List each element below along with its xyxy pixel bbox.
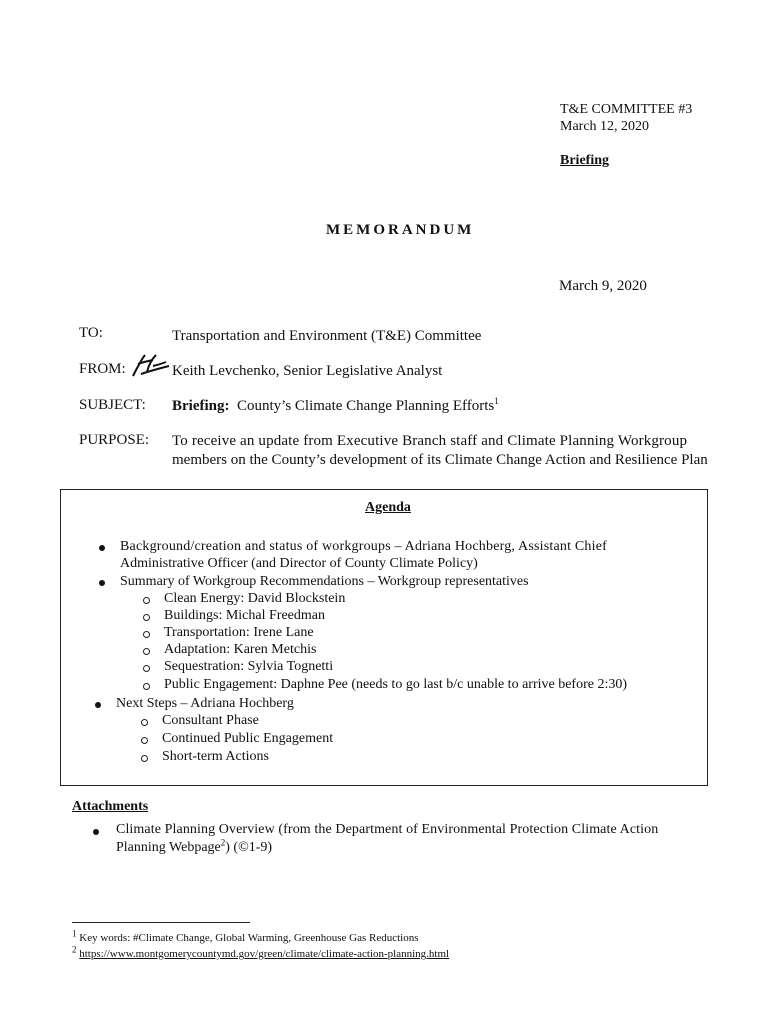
- briefing-label: Briefing: [560, 153, 609, 168]
- purpose-label: PURPOSE:: [79, 432, 150, 448]
- to-value: Transportation and Environment (T&E) Committee: [172, 328, 482, 344]
- header-block: [560, 101, 692, 135]
- bullet-dot: [99, 580, 105, 586]
- sub-bullet-circle: [143, 631, 150, 638]
- agenda-item-1-line2: Administrative Officer (and Director of County Climate Policy): [120, 556, 478, 571]
- sub-bullet-circle: [143, 665, 150, 672]
- agenda-box: [60, 489, 708, 786]
- agenda-sub-item: Clean Energy: David Blockstein: [164, 591, 346, 606]
- subject-bold: Briefing:: [172, 398, 230, 414]
- agenda-item-2: Summary of Workgroup Recommendations – Workgroup representatives: [120, 574, 529, 589]
- agenda-item-3: Next Steps – Adriana Hochberg: [116, 696, 294, 711]
- memo-title: MEMORANDUM: [326, 222, 475, 238]
- attachment-footnote-ref: 2: [220, 837, 226, 848]
- purpose-line2: members on the County’s development of its Climate Change Action and Resilience Plan: [172, 452, 708, 468]
- subject-value: [172, 398, 499, 415]
- committee-label: T&E COMMITTEE #3: [560, 102, 693, 117]
- footnote-1: [72, 928, 419, 945]
- sub-bullet-circle: [143, 597, 150, 604]
- agenda-title: Agenda: [365, 500, 411, 515]
- footnote-rule: [72, 922, 250, 923]
- agenda-sub-item: Sequestration: Sylvia Tognetti: [164, 659, 334, 674]
- agenda-sub-item: Buildings: Michal Freedman: [164, 608, 325, 623]
- agenda-item-1-line1: Background/creation and status of workgroups – Adriana Hochberg, Assistant Chief: [120, 539, 607, 554]
- sub-bullet-circle: [141, 737, 148, 744]
- footnote-2-link[interactable]: https://www.montgomerycountymd.gov/green/climate/climate-action-planning.html: [79, 948, 450, 960]
- footnote-2-number: 2: [72, 944, 77, 955]
- to-label: TO:: [79, 325, 103, 341]
- bullet-dot: [95, 702, 101, 708]
- subject-text: County’s Climate Change Planning Efforts: [237, 398, 495, 414]
- memo-date: March 9, 2020: [559, 278, 647, 294]
- attachments-title: Attachments: [72, 799, 149, 814]
- sub-bullet-circle: [143, 683, 150, 690]
- attachment-link-text: Planning Webpage: [116, 840, 221, 855]
- agenda-sub-item: Transportation: Irene Lane: [164, 625, 314, 640]
- bullet-dot: [99, 545, 105, 551]
- committee-date: March 12, 2020: [560, 119, 650, 134]
- sub-bullet-circle: [143, 614, 150, 621]
- signature-initials: [129, 352, 171, 378]
- footnote-1-number: 1: [72, 928, 77, 939]
- attachment-item-line2: [116, 837, 273, 856]
- sub-bullet-circle: [141, 755, 148, 762]
- agenda-sub-item: Adaptation: Karen Metchis: [164, 642, 317, 657]
- sub-bullet-circle: [143, 648, 150, 655]
- subject-label: SUBJECT:: [79, 397, 146, 413]
- agenda-sub-item: Continued Public Engagement: [162, 731, 334, 746]
- sub-bullet-circle: [141, 719, 148, 726]
- from-value: Keith Levchenko, Senior Legislative Analyst: [172, 363, 443, 379]
- agenda-sub-item: Public Engagement: Daphne Pee (needs to go last b/c unable to arrive before 2:30): [164, 677, 628, 692]
- from-label: FROM:: [79, 361, 126, 377]
- subject-footnote-ref: 1: [494, 396, 499, 406]
- purpose-line1: To receive an update from Executive Branch staff and Climate Planning Workgroup: [172, 433, 688, 449]
- bullet-dot: [93, 829, 99, 835]
- attachment-pages: ) (©1-9): [225, 840, 273, 855]
- footnote-1-text: Key words: #Climate Change, Global Warming, Greenhouse Gas Reductions: [79, 932, 419, 944]
- agenda-sub-item: Consultant Phase: [162, 713, 259, 728]
- footnote-2: [72, 944, 450, 961]
- attachment-item-line1: Climate Planning Overview (from the Department of Environmental Protection Climate Action: [116, 822, 659, 837]
- agenda-sub-item: Short-term Actions: [162, 749, 269, 764]
